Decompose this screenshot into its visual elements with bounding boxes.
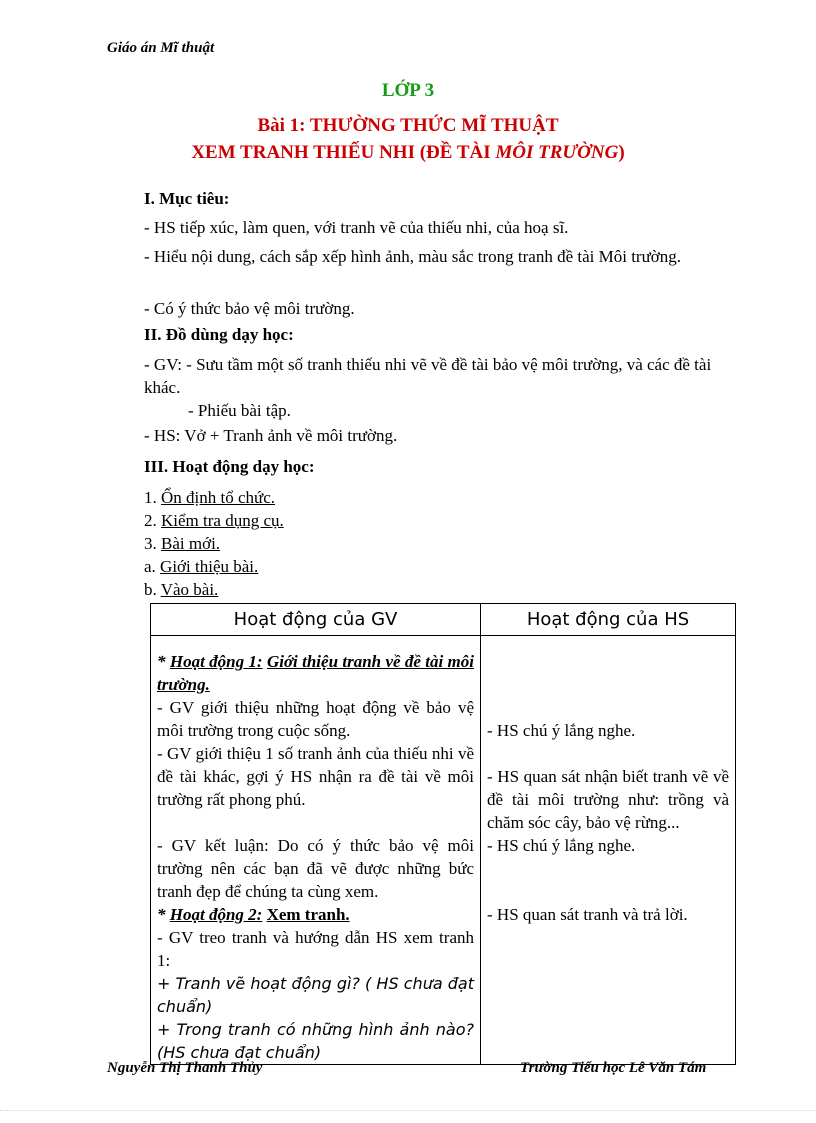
footer-author: Nguyễn Thị Thanh Thủy <box>107 1060 263 1076</box>
guiding-question: + Trong tranh có những hình ảnh nào? (HS chưa đạt chuẩn) <box>157 1020 474 1062</box>
materials-heading: II. Đồ dùng dạy học: <box>144 325 294 344</box>
topic-italic: MÔI TRƯỜNG <box>495 142 619 163</box>
teacher-column-header: Hoạt động của GV <box>151 604 481 636</box>
materials-item: - HS: Vở + Tranh ảnh về môi trường. <box>144 426 398 445</box>
student-step: - HS chú ý lắng nghe. <box>487 721 636 740</box>
student-step: - HS quan sát nhận biết tranh vẽ về đề tài môi trường như: trồng và chăm sóc cây, bảo vệ rừng... <box>487 767 729 832</box>
guiding-question: + Tranh vẽ hoạt động gì? ( HS chưa đạt chuẩn) <box>157 974 474 1016</box>
objective-item: - HS tiếp xúc, làm quen, với tranh vẽ của thiếu nhi, của hoạ sĩ. <box>144 218 569 237</box>
teacher-step: - GV giới thiệu những hoạt động về bảo vệ môi trường trong cuộc sống. <box>157 698 474 740</box>
objectives-heading: I. Mục tiêu: <box>144 189 230 208</box>
teacher-step: - GV treo tranh và hướng dẫn HS xem tranh 1: <box>157 928 474 970</box>
student-column-header: Hoạt động của HS <box>481 604 736 636</box>
step-item: 3. Bài mới. <box>144 534 221 553</box>
materials-item: - Phiếu bài tập. <box>188 401 291 420</box>
teacher-step: - GV giới thiệu 1 số tranh ảnh của thiếu nhi về đề tài khác, gợi ý HS nhận ra đề tài về môi trường rất phong phú. <box>157 744 474 809</box>
step-item: a. Giới thiệu bài. <box>144 557 259 576</box>
footer-school: Trường Tiểu học Lê Văn Tám <box>520 1060 707 1076</box>
teacher-activities-cell <box>151 636 481 1065</box>
step-item: 1. Ổn định tổ chức. <box>144 488 276 507</box>
student-step: - HS quan sát tranh và trả lời. <box>487 905 688 924</box>
step-item: 2. Kiểm tra dụng cụ. <box>144 511 284 530</box>
activities-heading: III. Hoạt động dạy học: <box>144 457 315 476</box>
objective-item: - Có ý thức bảo vệ môi trường. <box>144 299 355 318</box>
student-activities-cell <box>481 636 736 1065</box>
student-step: - HS chú ý lắng nghe. <box>487 836 636 855</box>
step-item: b. Vào bài. <box>144 580 219 599</box>
lesson-title: Bài 1: THƯỜNG THỨC MĨ THUẬT <box>257 115 559 136</box>
teacher-step: - GV kết luận: Do có ý thức bảo vệ môi trường nên các bạn đã vẽ được những bức tranh đẹp để chúng ta cùng xem. <box>157 836 474 901</box>
activity-table <box>150 603 736 1065</box>
activity-1-heading: * Hoạt động 1: Giới thiệu tranh về đề tài môi trường. <box>157 652 475 694</box>
materials-item: - GV: - Sưu tầm một số tranh thiếu nhi vẽ về đề tài bảo vệ môi trường, và các đề tài khác. <box>144 355 712 397</box>
grade-title: LỚP 3 <box>381 80 435 101</box>
objective-item: - Hiểu nội dung, cách sắp xếp hình ảnh, màu sắc trong tranh đề tài Môi trường. <box>144 247 682 266</box>
activity-2-heading: * Hoạt động 2: Xem tranh. <box>157 905 350 924</box>
topic-title: XEM TRANH THIẾU NHI (ĐỀ TÀI MÔI TRƯỜNG) <box>191 142 625 163</box>
page-header: Giáo án Mĩ thuật <box>107 40 215 56</box>
page-bottom-divider <box>0 1110 816 1112</box>
